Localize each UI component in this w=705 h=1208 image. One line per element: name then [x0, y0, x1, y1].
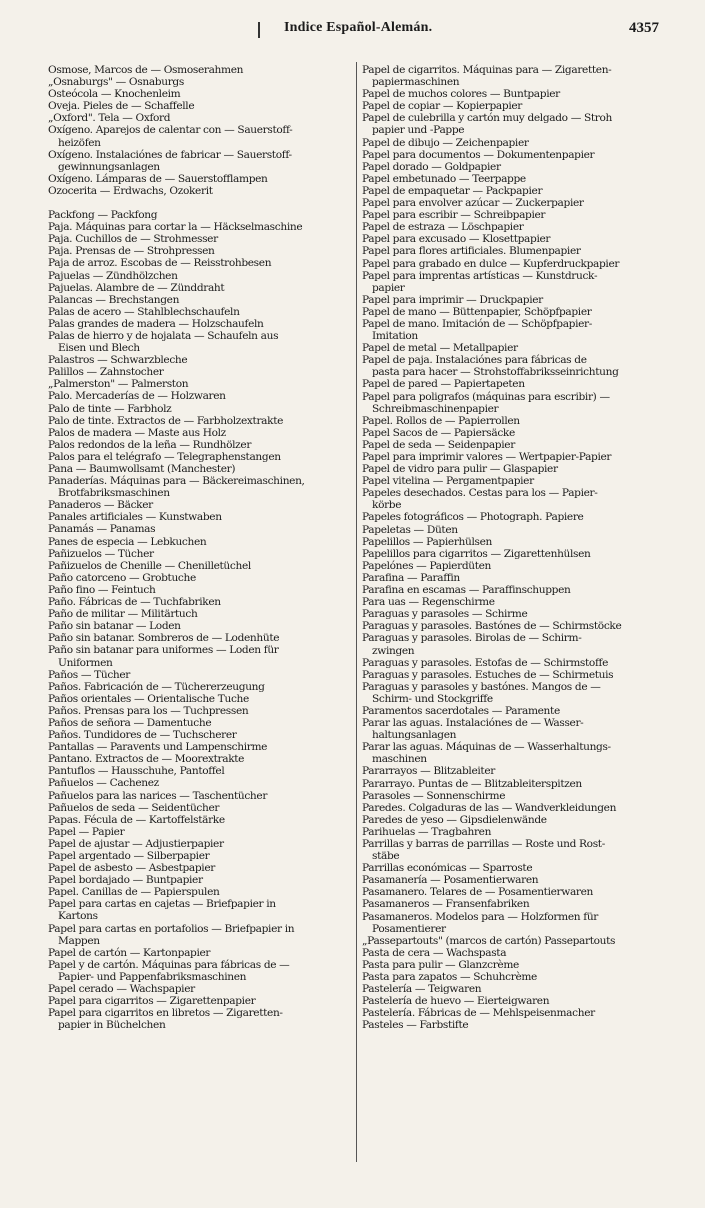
index-entry: Pajuelas. Alambre de — Zünddraht — [48, 281, 225, 294]
index-entry: Papel argentado — Silberpapier — [48, 850, 210, 862]
index-entry: Oveja. Pieles de — Schaffelle — [48, 100, 195, 113]
index-entry: Posamentierer — [372, 922, 446, 935]
index-entry: Paramentos sacerdotales — Paramente — [362, 704, 560, 717]
index-entry: Papel de paja. Instalaciónes para fábricas de — [362, 354, 587, 367]
index-entry: Paño de militar — Militärtuch — [48, 608, 198, 621]
index-entry: Paja. Cuchillos de — Strohmesser — [48, 233, 218, 246]
index-entry: Oxígeno. Aparejos de calentar con — Sauerstoff- — [48, 124, 293, 137]
index-entry: Parrillas económicas — Sparroste — [362, 862, 533, 875]
index-entry: Papel cerado — Wachspapier — [48, 983, 195, 996]
index-entry: Pasamanero. Telares de — Posamentierwaren — [362, 886, 594, 899]
index-entry: Pasta de cera — Wachspasta — [362, 946, 507, 959]
index-entry: papier und -Pappe — [372, 124, 465, 137]
index-entry: Papel Sacos de — Papiersäcke — [362, 426, 515, 439]
index-entry: Paño catorceno — Grobtuche — [48, 571, 196, 584]
index-entry: Mappen — [58, 934, 100, 947]
index-entry: Papel para grabado en dulce — Kupferdruckpapier — [362, 257, 620, 270]
index-entry: Pañuelos para las narices — Taschentücher — [48, 789, 268, 802]
index-entry: Schreibmaschinenpapier — [372, 402, 499, 415]
index-entry: Paja de arroz. Escobas de — Reisstrohbesen — [48, 257, 272, 270]
index-entry: Osmose, Marcos de — Osmoserahmen — [48, 64, 244, 76]
index-entry: Pana — Baumwollsamt (Manchester) — [48, 463, 236, 475]
index-entry: haltungsanlagen — [372, 729, 457, 742]
index-entry: Papel para imprentas artísticas — Kunstdruck- — [362, 269, 598, 282]
index-entry: papier — [372, 281, 405, 294]
index-entry: Papel de asbesto — Asbestpapier — [48, 862, 215, 875]
index-entry: Pasteles — Farbstifte — [362, 1019, 469, 1032]
index-entry: Papel de metal — Metallpapier — [362, 342, 518, 355]
index-entry: Papel para envolver azúcar — Zuckerpapier — [362, 197, 584, 210]
index-entry: Paraguas y parasoles y bastónes. Mangos de — — [362, 680, 601, 693]
index-entry: Pañizuelos — Tücher — [48, 547, 154, 560]
index-entry: pasta para hacer — Strohstoffabriksseinrichtung — [372, 366, 619, 379]
index-entry: Pastelería de huevo — Eierteigwaren — [362, 995, 550, 1008]
index-entry: Pasta para zapatos — Schuhcrème — [362, 971, 537, 984]
index-entry: Paredes. Colgaduras de las — Wandverkleidungen — [362, 801, 617, 814]
page-header — [0, 16, 705, 38]
index-entry: Parrillas y barras de parrillas — Roste und Rost- — [362, 838, 605, 850]
index-entry: Paño sin batanar para uniformes — Loden für — [48, 644, 279, 657]
index-entry: Pantuflos — Hausschuhe, Pantoffel — [48, 765, 225, 778]
index-entry: Brotfabriksmaschinen — [58, 487, 170, 500]
index-entry: Oxígeno. Lámparas de — Sauerstofflampen — [48, 172, 268, 185]
section-gap — [48, 197, 350, 209]
index-entry: gewinnungsanlagen — [58, 160, 160, 173]
index-entry: Palillos — Zahnstocher — [48, 366, 164, 379]
index-entry: Papier- und Pappenfabriksmaschinen — [58, 970, 247, 983]
index-entry: Papel — Papier — [48, 825, 125, 838]
index-entry: Papel. Rollos de — Papierrollen — [362, 414, 520, 427]
index-entry: Papel embetunado — Teerpappe — [362, 172, 526, 185]
index-entry: Pañuelos de seda — Seidentücher — [48, 801, 220, 814]
index-entry: Papel de mano — Büttenpapier, Schöpfpapier — [362, 305, 592, 318]
index-entry: zwingen — [372, 644, 415, 657]
header-divider — [258, 22, 260, 38]
index-entry: Paño fino — Feintuch — [48, 583, 156, 596]
index-entry: Pararrayos — Blitzableiter — [362, 765, 495, 778]
index-entry: „Osnaburgs" — Osnaburgs — [48, 76, 184, 89]
index-entry: Paños — Tücher — [48, 668, 131, 681]
index-entry: heizöfen — [58, 136, 101, 149]
index-entry: Papel para escribir — Schreibpapier — [362, 209, 546, 222]
index-entry: Palo. Mercaderías de — Holzwaren — [48, 390, 226, 403]
index-entry: Pasamaneros — Fransenfabriken — [362, 898, 530, 911]
index-entry: Papel y de cartón. Máquinas para fábricas de — — [48, 958, 290, 971]
index-entry: Papel de pared — Papiertapeten — [362, 378, 525, 391]
index-entry: Palas de acero — Stahlblechschaufeln — [48, 305, 240, 318]
index-entry: Pastelería. Fábricas de — Mehlspeisenmacher — [362, 1007, 595, 1020]
index-entry: papier in Büchelchen — [58, 1019, 166, 1032]
index-entry: Papel de mano. Imitación de — Schöpfpapier- — [362, 317, 592, 330]
index-entry: Pañuelos — Cachenez — [48, 777, 159, 790]
index-entry: papiermaschinen — [372, 76, 460, 89]
index-entry: Papel de muchos colores — Buntpapier — [362, 88, 560, 101]
index-entry: Papel bordajado — Buntpapier — [48, 874, 203, 887]
index-entry: Panales artificiales — Kunstwaben — [48, 511, 222, 524]
index-entry: Paja. Prensas de — Strohpressen — [48, 245, 215, 258]
index-entry: Papel para cigarritos — Zigarettenpapier — [48, 995, 256, 1008]
index-entry: Papelillos para cigarritos — Zigarettenhülsen — [362, 547, 591, 560]
index-entry: Eisen und Blech — [58, 342, 140, 355]
index-entry: „Oxford". Tela — Oxford — [48, 112, 171, 125]
index-entry: Papel para cigarritos en libretos — Zigaretten- — [48, 1007, 283, 1020]
index-entry: Panaderías. Máquinas para — Bäckereimaschinen, — [48, 475, 305, 488]
index-entry: Paraguas y parasoles. Estofas de — Schirmstoffe — [362, 656, 609, 669]
column-divider — [356, 62, 357, 1162]
index-entry: Imitation — [372, 330, 418, 343]
index-entry: Paredes de yeso — Gipsdielenwände — [362, 813, 547, 826]
index-entry: Pajuelas — Zündhölzchen — [48, 269, 178, 282]
index-entry: Papel para cartas en cajetas — Briefpapier in — [48, 898, 276, 911]
index-entry: Palo de tinte. Extractos de — Farbholzextrakte — [48, 414, 284, 427]
index-entry: Papelillos — Papierhülsen — [362, 535, 492, 548]
index-entry: Paño sin batanar. Sombreros de — Lodenhüte — [48, 632, 280, 645]
index-entry: Paño sin batanar — Loden — [48, 620, 181, 633]
index-entry: Pasamanería — Posamentierwaren — [362, 874, 539, 887]
index-entry: Papel de ajustar — Adjustierpapier — [48, 837, 224, 850]
index-entry: Schirm- und Stockgriffe — [372, 692, 493, 705]
index-entry: Oxígeno. Instalaciónes de fabricar — Sauerstoff- — [48, 148, 292, 161]
index-entry: Papel para imprimir valores — Wertpapier-Papier — [362, 451, 612, 463]
index-entry: Papel de culebrilla y cartón muy delgado — Stroh — [362, 112, 613, 125]
index-entry: Papeles fotográficos — Photograph. Papiere — [362, 511, 584, 524]
index-entry: Parihuelas — Tragbahren — [362, 825, 492, 838]
index-entry: Paraguas y parasoles — Schirme — [362, 608, 528, 621]
index-entry: Papeles desechados. Cestas para los — Papier- — [362, 487, 598, 500]
index-entry: körbe — [372, 499, 402, 512]
index-entry: Papel dorado — Goldpapier — [362, 160, 501, 173]
index-entry: Ozocerita — Erdwachs, Ozokerit — [48, 184, 213, 197]
index-entry: Parafina en escamas — Paraffinschuppen — [362, 584, 571, 597]
index-entry: Pararrayo. Puntas de — Blitzableiterspitzen — [362, 777, 582, 790]
index-entry: Panamás — Panamas — [48, 523, 156, 536]
index-entry: Papas. Fécula de — Kartoffelstärke — [48, 813, 225, 826]
index-entry: Parafina — Paraffin — [362, 571, 460, 584]
index-entry: Paños. Fabricación de — Tüchererzeugung — [48, 680, 265, 693]
index-entry: Palas grandes de madera — Holzschaufeln — [48, 317, 264, 330]
index-entry: Para uas — Regenschirme — [362, 596, 495, 609]
index-entry: Paños. Tundidores de — Tuchscherer — [48, 729, 237, 742]
index-entry: Papel de empaquetar — Packpapier — [362, 184, 543, 197]
index-entry: Palastros — Schwarzbleche — [48, 354, 188, 367]
right-column — [362, 64, 664, 1032]
index-entry: Paraguas y parasoles. Estuches de — Schirmetuis — [362, 668, 614, 681]
index-entry: „Palmerston" — Palmerston — [48, 378, 189, 391]
index-entry: „Passepartouts" (marcos de cartón) Passepartouts — [362, 934, 616, 947]
page-title: Indice Español-Alemán. — [284, 20, 433, 35]
index-entry: Panaderos — Bäcker — [48, 499, 153, 512]
index-entry: Pantallas — Paravents und Lampenschirme — [48, 741, 268, 754]
index-entry: Osteócola — Knochenleim — [48, 88, 181, 101]
index-entry: Paños. Prensas para los — Tuchpressen — [48, 704, 249, 717]
index-entry: Palancas — Brechstangen — [48, 293, 180, 306]
index-entry: Pasamaneros. Modelos para — Holzformen für — [362, 910, 599, 923]
index-entry: Paraguas y parasoles. Birolas de — Schirm- — [362, 632, 582, 645]
index-entry: Papel de copiar — Kopierpapier — [362, 100, 522, 113]
index-entry: Palas de hierro y de hojalata — Schaufeln aus — [48, 329, 279, 342]
index-entry: Papelónes — Papierdüten — [362, 559, 492, 572]
index-entry: Pasta para pulir — Glanzcrème — [362, 958, 519, 971]
index-entry: Papel para flores artificiales. Blumenpapier — [362, 245, 581, 258]
index-entry: Packfong — Packfong — [48, 209, 158, 222]
left-column — [48, 64, 350, 1031]
index-entry: Papel para poligrafos (máquinas para escribir) — — [362, 390, 610, 403]
index-entry: Papel para cartas en portafolios — Briefpapier in — [48, 922, 295, 935]
index-entry: Palo de tinte — Farbholz — [48, 402, 172, 415]
index-entry: Paños orientales — Orientalische Tuche — [48, 692, 249, 705]
index-entry: Papel de seda — Seidenpapier — [362, 438, 515, 451]
index-entry: Palos de madera — Maste aus Holz — [48, 426, 226, 439]
index-entry: Pastelería — Teigwaren — [362, 983, 482, 996]
index-entry: Papel de cigarritos. Máquinas para — Zigaretten- — [362, 64, 612, 76]
index-entry: Papel de vidro para pulir — Glaspapier — [362, 463, 558, 476]
index-entry: Parar las aguas. Instalaciónes de — Wasser- — [362, 717, 584, 730]
index-entry: Pañizuelos de Chenille — Chenilletüchel — [48, 559, 251, 572]
index-entry: Papel de dibujo — Zeichenpapier — [362, 136, 529, 149]
index-entry: Palos para el telégrafo — Telegraphenstangen — [48, 450, 281, 463]
index-entry: Parasoles — Sonnenschirme — [362, 789, 506, 802]
page-number: 4357 — [629, 20, 659, 36]
index-entry: Palos redondos de la leña — Rundhölzer — [48, 438, 252, 451]
index-entry: Uniformen — [58, 656, 113, 669]
index-entry: Pantano. Extractos de — Moorextrakte — [48, 753, 245, 766]
index-entry: stäbe — [372, 850, 400, 863]
index-entry: maschinen — [372, 753, 427, 766]
index-entry: Papel para documentos — Dokumentenpapier — [362, 148, 595, 161]
index-entry: Papeletas — Düten — [362, 523, 458, 536]
index-entry: Paraguas y parasoles. Bastónes de — Schirmstöcke — [362, 620, 622, 633]
index-entry: Papel para imprimir — Druckpapier — [362, 293, 543, 306]
index-entry: Paños de señora — Damentuche — [48, 716, 212, 729]
index-entry: Parar las aguas. Máquinas de — Wasserhaltungs- — [362, 741, 611, 754]
index-entry: Paja. Máquinas para cortar la — Häckselmaschine — [48, 221, 303, 234]
index-entry: Paño. Fábricas de — Tuchfabriken — [48, 596, 221, 609]
index-entry: Papel de estraza — Löschpapier — [362, 221, 524, 234]
index-entry: Papel vitelina — Pergamentpapier — [362, 475, 534, 488]
index-entry: Papel. Canillas de — Papierspulen — [48, 886, 220, 899]
index-entry: Panes de especia — Lebkuchen — [48, 535, 207, 548]
index-entry: Kartons — [58, 910, 98, 923]
index-entry: Papel de cartón — Kartonpapier — [48, 946, 211, 959]
index-entry: Papel para excusado — Klosettpapier — [362, 233, 551, 246]
